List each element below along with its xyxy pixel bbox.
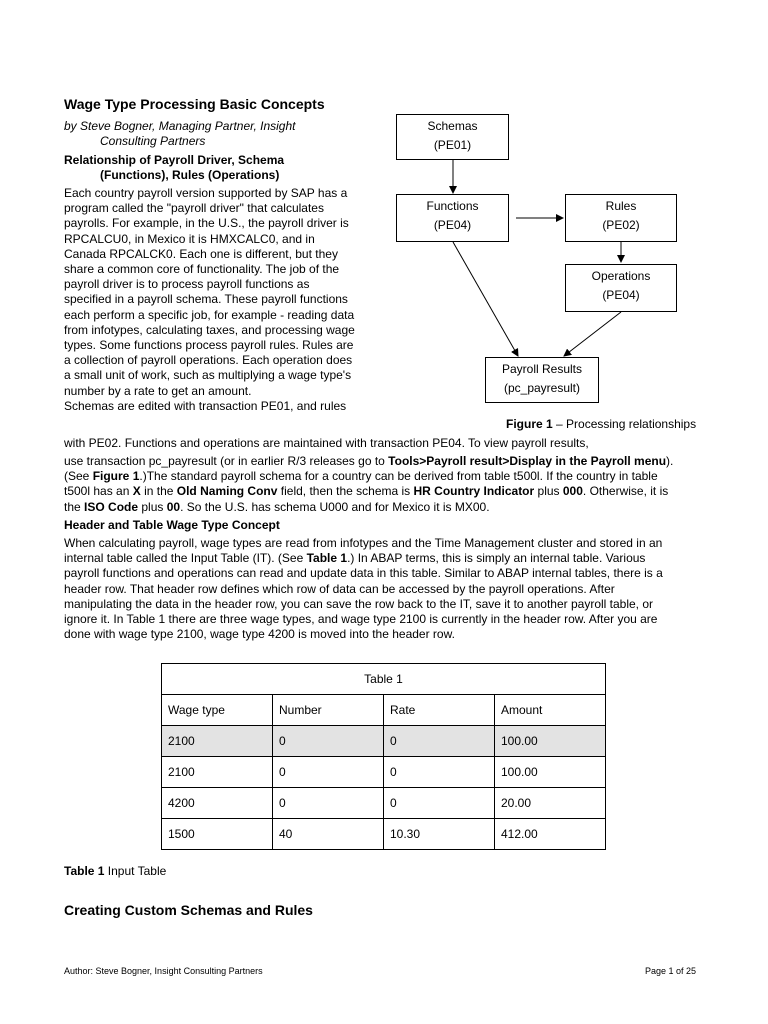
- table-cell: 100.00: [495, 726, 606, 757]
- figure-ref: Figure 1: [92, 469, 140, 484]
- text: . Otherwise, it is: [582, 484, 669, 499]
- table-caption-row: [162, 664, 606, 695]
- para-line: payroll driver is to process payroll functions as: [64, 277, 310, 292]
- emph: X: [132, 484, 141, 499]
- text: ).: [666, 454, 674, 468]
- figure-1-caption: [506, 417, 696, 431]
- table-caption: Table 1: [162, 664, 606, 695]
- para-line: number by a rate to get an amount.: [64, 383, 252, 398]
- text: plus: [138, 499, 167, 514]
- table-cell: 20.00: [495, 788, 606, 819]
- column-header: Amount: [495, 695, 606, 726]
- text: the: [64, 499, 85, 514]
- para-line: Each country payroll version supported by SAP has a: [64, 186, 348, 200]
- table-row: [162, 788, 606, 819]
- section-heading-header-table: Header and Table Wage Type Concept: [64, 518, 280, 532]
- menu-path: Tools>Payroll result>Display in the Payroll menu: [388, 454, 667, 468]
- table-cell: 0: [384, 726, 495, 757]
- table-cell: 100.00: [495, 757, 606, 788]
- table-cell: 2100: [162, 726, 273, 757]
- node-rules: [565, 194, 677, 242]
- byline-line-1: by Steve Bogner, Managing Partner, Insight: [64, 119, 296, 133]
- table-cell: 0: [384, 788, 495, 819]
- byline-line-2: Consulting Partners: [100, 134, 206, 148]
- node-functions-name: Functions: [426, 199, 479, 213]
- para-line: [64, 551, 724, 566]
- node-functions-code: (PE04): [433, 218, 472, 232]
- figure-caption-label: Figure 1: [506, 417, 553, 431]
- node-results-code: (pc_payresult): [503, 381, 581, 395]
- para-line: types. Some functions process payroll rules. Rules are: [64, 338, 354, 353]
- node-payroll-results: [485, 357, 599, 403]
- emph: ISO Code: [84, 499, 139, 514]
- text: internal table called the Input Table (IT). (See: [64, 551, 307, 566]
- arrow-operations-to-results: [564, 312, 621, 356]
- column-header: Number: [273, 695, 384, 726]
- node-schemas-code: (PE01): [433, 138, 472, 152]
- para-line: specified in a payroll schema. These payroll functions: [64, 292, 348, 307]
- node-operations: [565, 264, 677, 312]
- table-cell: 10.30: [384, 819, 495, 850]
- paragraph-payroll-driver: [64, 186, 384, 399]
- table-cell: 4200: [162, 788, 273, 819]
- section-heading-custom-schemas: Creating Custom Schemas and Rules: [64, 902, 313, 918]
- text: . So the U.S. has schema U000 and for Mexico it is MX00.: [180, 499, 490, 514]
- text: plus: [534, 484, 563, 499]
- text: use transaction pc_payresult (or in earlier R/3 releases go to: [64, 454, 389, 468]
- para-line: Canada RPCALCK0. Each one is different, but they: [64, 246, 338, 261]
- node-results-name: Payroll Results: [501, 362, 583, 376]
- column-header: Rate: [384, 695, 495, 726]
- section-heading-line-1: Relationship of Payroll Driver, Schema: [64, 153, 285, 167]
- para-line: a collection of payroll operations. Each operation does: [64, 353, 353, 368]
- table-cell: 0: [273, 788, 384, 819]
- arrow-functions-to-results: [453, 242, 518, 356]
- table-ref: Table 1: [306, 551, 348, 566]
- page-title: Wage Type Processing Basic Concepts: [64, 96, 325, 112]
- node-rules-code: (PE02): [602, 218, 640, 232]
- para-line: [64, 469, 724, 484]
- para-line: share a common core of functionality. The job of the: [64, 262, 340, 277]
- table-cell: 0: [273, 726, 384, 757]
- node-rules-name: Rules: [605, 199, 637, 213]
- text: in the: [140, 484, 177, 499]
- para-line: payroll functions and operations can read and update data in this table. Similar to ABAP internal tables, there is a: [64, 566, 663, 581]
- footer-author: Author: Steve Bogner, Insight Consulting Partners: [64, 966, 263, 976]
- node-schemas: [396, 114, 509, 160]
- table-cell: 40: [273, 819, 384, 850]
- emph: 00: [166, 499, 181, 514]
- text: (See: [64, 469, 93, 484]
- paragraph-schemas-line-1: Schemas are edited with transaction PE01, and rules: [64, 399, 347, 413]
- para-line: [64, 484, 724, 499]
- text: .)The standard payroll schema for a country can be derived from table t500l. If the country in table: [139, 469, 658, 484]
- table-header-row: [162, 695, 606, 726]
- para-line: done with wage type 2100, wage type 4200 is moved into the header row.: [64, 627, 455, 642]
- para-line: from infotypes, calculating taxes, and processing wage: [64, 322, 355, 337]
- table-cell: 412.00: [495, 819, 606, 850]
- table-row-header-row: [162, 726, 606, 757]
- para-line: a small unit of work, such as multiplying a wage type's: [64, 368, 352, 383]
- byline: [64, 119, 364, 149]
- para-line: ignore it. In Table 1 there are three wage types, and wage type 2100 is currently in the header row. After you are: [64, 612, 658, 627]
- paragraph-schemas-line-2: with PE02. Functions and operations are maintained with transaction PE04. To view payroll results,: [64, 436, 589, 450]
- emph: 000: [562, 484, 583, 499]
- table-cell: 0: [384, 757, 495, 788]
- table-row: [162, 757, 606, 788]
- section-heading-line-2: (Functions), Rules (Operations): [100, 168, 280, 182]
- table-label-bold: Table 1: [64, 864, 105, 878]
- para-line: [64, 454, 724, 469]
- section-heading-relationship: [64, 153, 384, 183]
- paragraph-payresult: [64, 454, 724, 515]
- para-line: payrolls. For example, in the U.S., the payroll driver is: [64, 216, 349, 231]
- table-row: [162, 819, 606, 850]
- table-1-label: [64, 864, 166, 878]
- emph: HR Country Indicator: [413, 484, 535, 499]
- footer-page-number: Page 1 of 25: [644, 966, 696, 976]
- table-label-text: Input Table: [104, 864, 167, 878]
- node-schemas-name: Schemas: [427, 119, 478, 133]
- para-line: RPCALCU0, in Mexico it is HMXCALC0, and in: [64, 231, 315, 246]
- para-line: When calculating payroll, wage types are read from infotypes and the Time Management cluster and stored in an: [64, 536, 663, 550]
- para-line: [64, 500, 724, 515]
- text: t500l has an: [64, 484, 133, 499]
- node-operations-code: (PE04): [602, 288, 640, 302]
- text: field, then the schema is: [277, 484, 414, 499]
- table-cell: 1500: [162, 819, 273, 850]
- input-table: [161, 663, 606, 850]
- emph: Old Naming Conv: [176, 484, 278, 499]
- table-cell: 2100: [162, 757, 273, 788]
- node-operations-name: Operations: [591, 269, 651, 283]
- para-line: each perform a specific job, for example - reading data: [64, 307, 355, 322]
- node-functions: [396, 194, 509, 242]
- text: .) In ABAP terms, this is simply an internal table. Various: [347, 551, 646, 566]
- figure-caption-text: – Processing relationships: [552, 417, 697, 431]
- paragraph-header-table: [64, 536, 724, 642]
- para-line: program called the "payroll driver" that calculates: [64, 201, 324, 216]
- table-cell: 0: [273, 757, 384, 788]
- column-header: Wage type: [162, 695, 273, 726]
- para-line: manipulating the data in the header row, you can save the row back to the IT, save it to another payroll table, or: [64, 596, 654, 611]
- para-line: header row. That header row defines which row of data can be accessed by the payroll operations. After: [64, 581, 615, 596]
